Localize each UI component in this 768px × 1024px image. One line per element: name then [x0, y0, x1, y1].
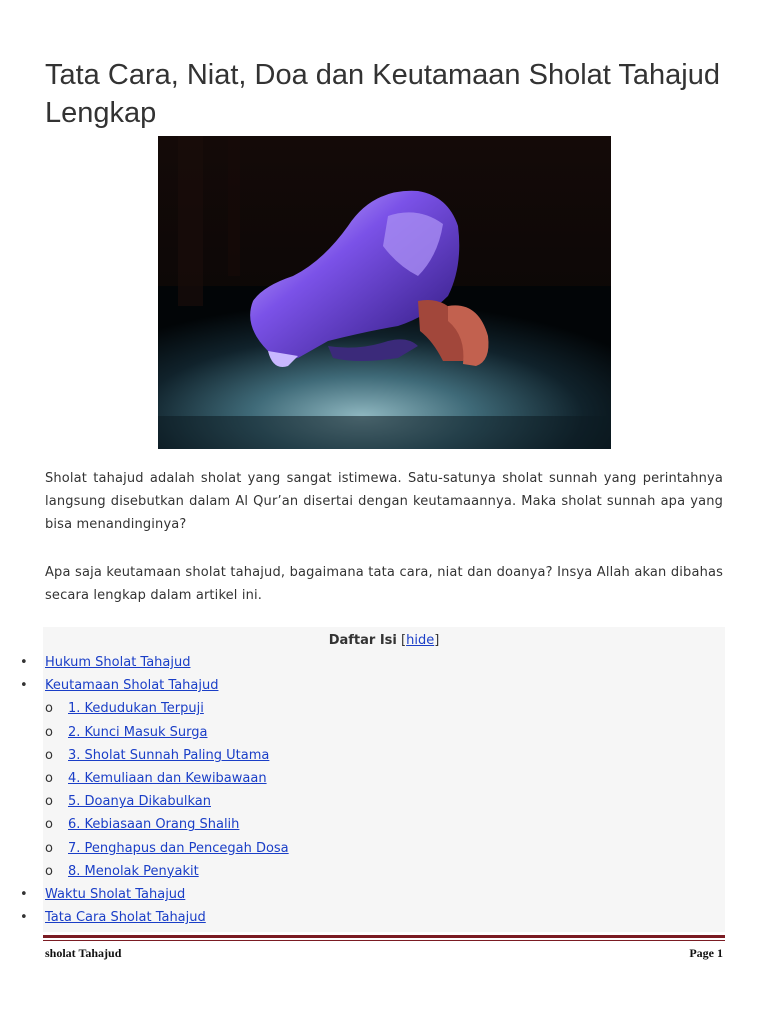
toc-heading	[43, 630, 725, 652]
footer-page-number: Page 1	[689, 946, 723, 960]
toc-bracket-close: ]	[434, 633, 440, 648]
toc-link-item[interactable]: 7. Penghapus dan Pencegah Dosa	[68, 840, 289, 856]
sub-bullet-marker: o	[45, 747, 53, 763]
toc-link-item[interactable]: 1. Kedudukan Terpuji	[68, 701, 204, 717]
footer-rule-thick	[43, 935, 725, 938]
toc-link-item[interactable]: 2. Kunci Masuk Surga	[68, 724, 208, 740]
footer-rule-thin	[43, 940, 725, 941]
bullet-marker: •	[20, 887, 28, 902]
toc-link-item[interactable]: 3. Sholat Sunnah Paling Utama	[68, 747, 270, 763]
sub-bullet-marker: o	[45, 771, 53, 786]
toc-link-item[interactable]: 4. Kemuliaan dan Kewibawaan	[68, 771, 267, 786]
toc-link-item[interactable]: 6. Kebiasaan Orang Shalih	[68, 817, 240, 833]
second-paragraph: Apa saja keutamaan sholat tahajud, bagaimana tata cara, niat dan doanya? Insya Allah akan dibahas secara lengkap dalam artikel ini.	[45, 565, 723, 603]
intro-paragraph: Sholat tahajud adalah sholat yang sangat istimewa. Satu-satunya sholat sunnah yang perintahnya langsung disebutkan dalam Al Qur’an disertai dengan keutamaannya. Maka sholat sunnah apa yang bisa menandinginya?	[45, 471, 723, 532]
sub-bullet-marker: o	[45, 840, 53, 856]
page-title: Tata Cara, Niat, Doa dan Keutamaan Sholat Tahajud Lengkap	[45, 59, 720, 129]
sub-bullet-marker: o	[45, 817, 53, 833]
toc-link-item[interactable]: 5. Doanya Dikabulkan	[68, 794, 211, 810]
toc-title: Daftar Isi	[328, 633, 397, 648]
sub-bullet-marker: o	[45, 724, 53, 740]
toc-link-item[interactable]: 8. Menolak Penyakit	[68, 863, 199, 879]
toc-link-item[interactable]: Tata Cara Sholat Tahajud	[45, 910, 206, 926]
sub-bullet-marker: o	[45, 794, 53, 810]
toc-hide-link[interactable]: hide	[406, 633, 435, 648]
toc-link-item[interactable]: Hukum Sholat Tahajud	[45, 655, 191, 670]
sub-bullet-marker: o	[45, 863, 53, 879]
toc-bracket-open: [	[401, 633, 407, 648]
prostrating-person-photo	[158, 136, 611, 449]
bullet-marker: •	[20, 655, 28, 670]
photo-illustration	[158, 136, 611, 449]
sub-bullet-marker: o	[45, 701, 53, 717]
bullet-marker: •	[20, 910, 28, 926]
footer-document-name: sholat Tahajud	[45, 946, 122, 960]
toc-link-item[interactable]: Waktu Sholat Tahajud	[45, 887, 186, 902]
toc-link-item[interactable]: Keutamaan Sholat Tahajud	[45, 678, 219, 694]
bullet-marker: •	[20, 678, 28, 694]
